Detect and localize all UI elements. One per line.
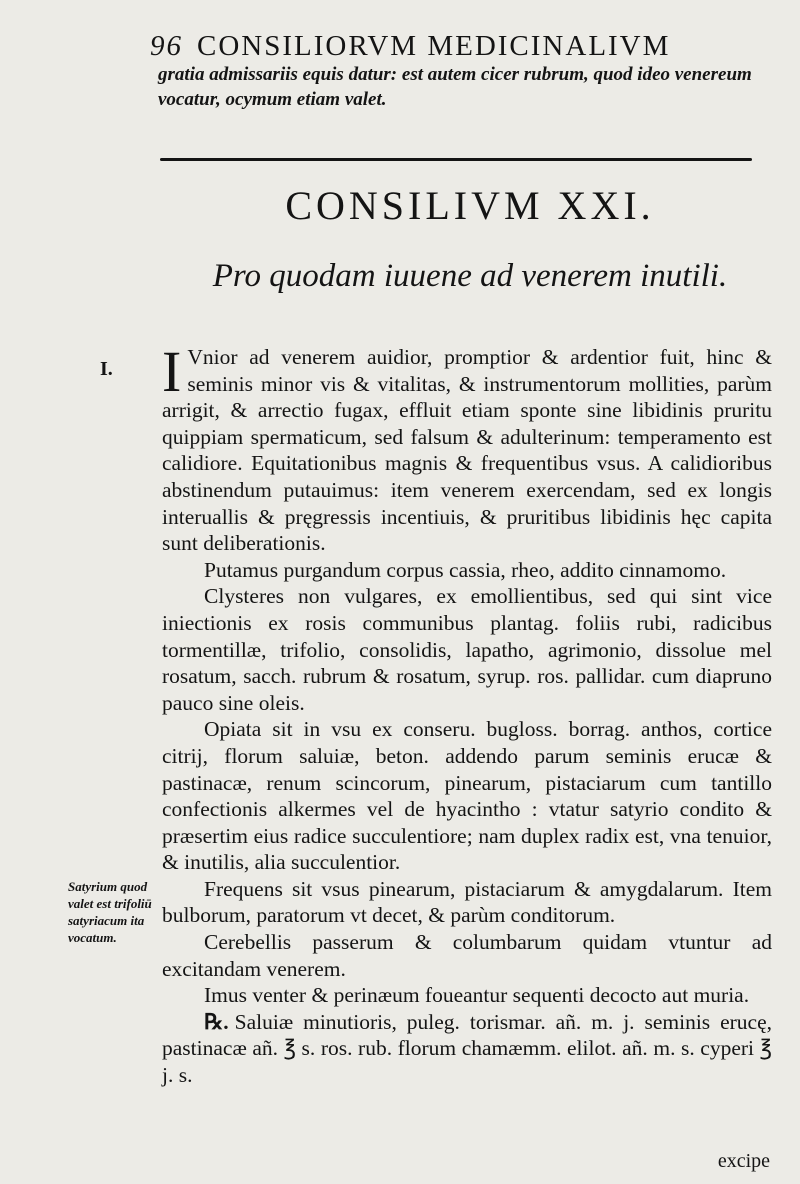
- paragraph-5: Frequens sit vsus pinearum, pistaciarum & amygdalarum. Item bulborum, paratorum vt decet, & parùm conditorum.: [162, 876, 772, 928]
- recipe-paragraph: [162, 1009, 772, 1089]
- catchword: excipe: [717, 1150, 770, 1172]
- recipe-text: Saluiæ minutioris, puleg. torismar. añ. m. j. seminis erucę, pastinacæ añ. ℥ s. ros. rub. florum chamæmm. elilot. añ. m. s. cyperi ℥ j. s.: [162, 1009, 772, 1088]
- paragraph-3: Clysteres non vulgares, ex emollientibus, sed qui sint vice iniectionis ex rosis communibus plantag. foliis rubi, radicibus tormentillæ, trifolio, consolidis, lapatho, agrimonio, dissolue mel rosatum, sacch. rubrum & rosatum, syrup. ros. pallidar. cum diaprunο pauco sine oleis.: [162, 584, 772, 715]
- page-number: 96: [150, 30, 183, 62]
- margin-sidenote: Satyrium quod valet est trifoliū satyriacum ita vocatum.: [68, 879, 152, 945]
- drop-cap: I: [162, 339, 182, 404]
- recipe-symbol: ℞.: [204, 1009, 229, 1034]
- paragraph-6: Cerebellis passerum & columbarum quidam vtuntur ad excitandam venerem.: [162, 930, 772, 981]
- body-text: [162, 339, 772, 1089]
- margin-section-number: I.: [100, 358, 113, 380]
- running-head: [150, 30, 790, 63]
- paragraph-1-text: Vnior ad venerem auidior, promptior & ardentior fuit, hinc & seminis minor vis & vitalitas, & instrumentorum mollities, parùm arrigit, & arrectio fugax, effluit etiam sponte sine libidinis pruritu quippiam spermaticum, sed falsum & adulterinum: temperamento est calidiore. Equitationibus magnis & frequentibus vsus. A calidioribus abstinendum putauimus: item venerem exercendam, sed ex longis interuallis & pręgressis incentiuis, & pruritibus libidinis hęc capita sunt deliberationis.: [162, 345, 772, 556]
- consilium-subtitle: Pro quodam iuuene ad venerem inutili.: [212, 258, 728, 294]
- carryover-text: gratia admissariis equis datur: est autem cicer rubrum, quod ideo venereum vocatur, ocymum etiam valet.: [158, 64, 752, 110]
- paragraph-4: Opiata sit in vsu ex conseru. bugloss. borrag. anthos, cortice citrij, florum saluiæ, beton. addendo parum seminis erucæ & pastinacæ, renum scincorum, pinearum, pistaciarum cum tantillo confectionis alkermes vel de hyacintho : vtatur satyrio condito & præsertim eius radice succulentiore; nam duplex radix est, vna tenuior, & inutilis, alia succulentior.: [162, 717, 772, 875]
- section-divider: [160, 158, 752, 161]
- paragraph-7: Imus venter & perinæum foueantur sequenti decocto aut muria.: [204, 983, 750, 1008]
- running-title: CONSILIORVM MEDICINALIVM: [197, 30, 671, 62]
- paragraph-2: Putamus purgandum corpus cassia, rheo, addito cinnamomo.: [204, 557, 727, 582]
- paragraph-1: [162, 339, 772, 557]
- consilium-title: CONSILIVM XXI.: [285, 183, 655, 228]
